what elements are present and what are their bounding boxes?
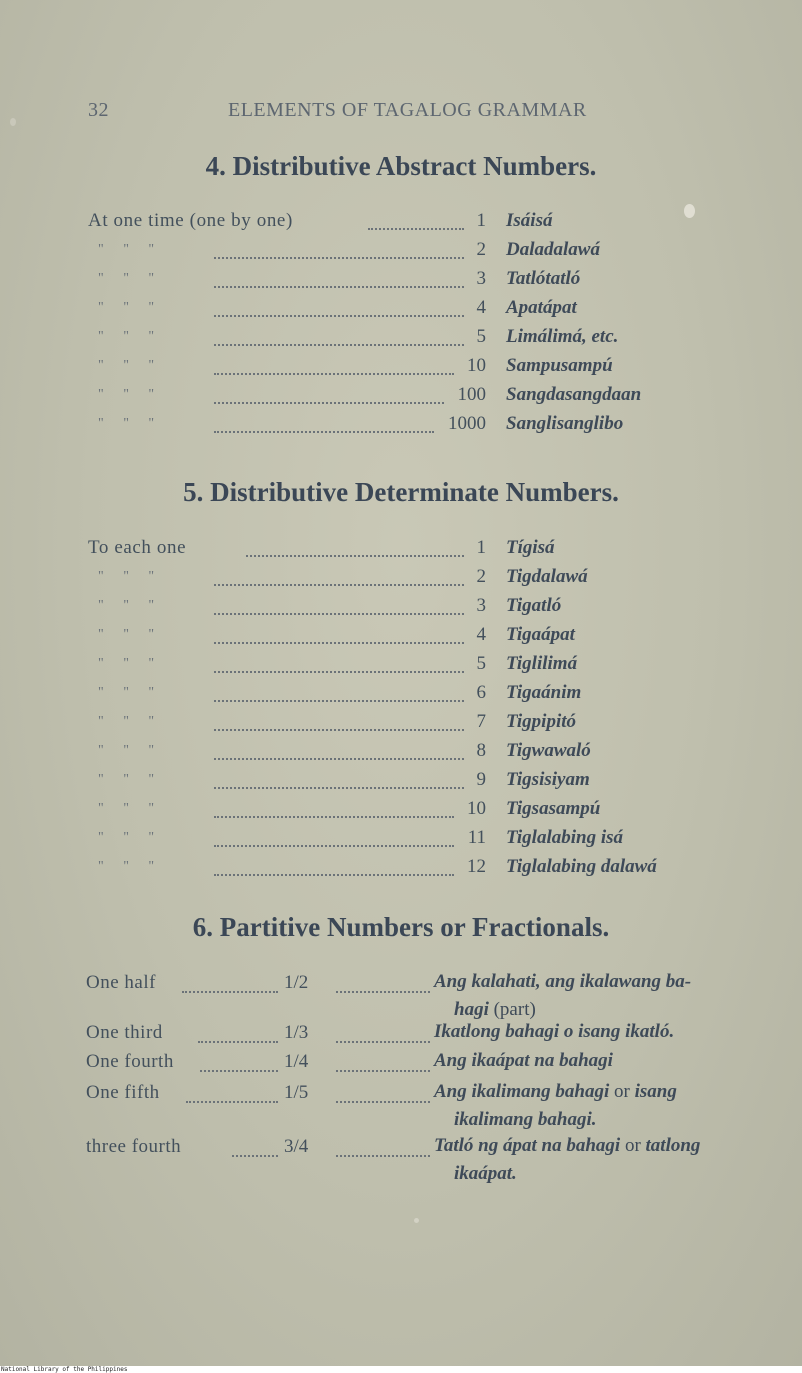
ditto-marks: " " ": [98, 627, 156, 642]
number-row: [0, 592, 802, 621]
dot-leader: [214, 353, 454, 375]
row-number: 6: [476, 682, 486, 703]
number-row: [0, 381, 802, 410]
fraction-value: 3/4: [284, 1136, 309, 1157]
tagalog-word: Tatlótatló: [506, 268, 581, 289]
tagalog-word: Tigatló: [506, 595, 562, 616]
section-heading-distributive-determinate: 5. Distributive Determinate Numbers.: [183, 477, 619, 507]
number-row: [0, 294, 802, 323]
row-number: 1: [476, 210, 486, 231]
dot-leader: [214, 796, 454, 818]
tagalog-phrase: Ang ikalimang bahagi: [434, 1081, 610, 1102]
fraction-tagalog: [434, 1047, 780, 1075]
row-label: To each one: [88, 537, 187, 558]
dot-leader: [214, 237, 464, 259]
dot-leader: [214, 266, 464, 288]
tagalog-phrase: tatlong: [645, 1135, 701, 1156]
fraction-tagalog: [434, 968, 780, 1024]
tagalog-word: Tigdalawá: [506, 566, 588, 587]
dot-leader: [214, 651, 464, 673]
row-number: 5: [476, 326, 486, 347]
row-number: 9: [476, 769, 486, 790]
fraction-label: One third: [86, 1022, 163, 1043]
dot-leader: [182, 972, 278, 993]
fraction-label: three fourth: [86, 1136, 182, 1157]
row-number: 100: [457, 384, 486, 405]
dot-leader: [198, 1022, 278, 1043]
number-row: [0, 265, 802, 294]
number-row: [0, 563, 802, 592]
number-row: [0, 410, 802, 439]
fraction-label: One fourth: [86, 1051, 174, 1072]
row-number: 7: [476, 711, 486, 732]
ditto-marks: " " ": [98, 859, 156, 874]
row-number: 10: [467, 798, 486, 819]
fraction-value: 1/3: [284, 1022, 309, 1043]
continued-line: [434, 1160, 780, 1188]
tagalog-word: Tigaápat: [506, 624, 575, 645]
ditto-marks: " " ": [98, 569, 156, 584]
continued-line: [434, 1106, 780, 1134]
ditto-marks: " " ": [98, 714, 156, 729]
tagalog-word: Limálimá, etc.: [506, 326, 619, 347]
number-row: [0, 236, 802, 265]
row-number: 5: [476, 653, 486, 674]
fraction-tagalog: [434, 1132, 780, 1188]
tagalog-word: Tigpipitó: [506, 711, 577, 732]
dot-leader: [336, 972, 430, 993]
number-row: [0, 795, 802, 824]
dot-leader: [214, 382, 444, 404]
section-heading-distributive-abstract: 4. Distributive Abstract Numbers.: [205, 151, 597, 181]
ditto-marks: " " ": [98, 598, 156, 613]
row-number: 12: [467, 856, 486, 877]
paper-speck: [10, 118, 16, 126]
tagalog-phrase: Ang ikaápat na bahagi: [434, 1050, 613, 1071]
tagalog-word: Tiglalabing dalawá: [506, 856, 657, 877]
row-number: 1: [476, 537, 486, 558]
tagalog-phrase: (part): [488, 999, 536, 1020]
fraction-value: 1/4: [284, 1051, 309, 1072]
row-number: 4: [476, 297, 486, 318]
number-row: [0, 853, 802, 882]
number-row: [0, 824, 802, 853]
ditto-marks: " " ": [98, 300, 156, 315]
dot-leader: [336, 1051, 430, 1072]
dot-leader: [214, 411, 434, 433]
section-heading-partitive: 6. Partitive Numbers or Fractionals.: [192, 912, 610, 942]
tagalog-phrase: ikalimang bahagi.: [454, 1109, 597, 1130]
tagalog-word: Sampusampú: [506, 355, 613, 376]
fraction-label: One fifth: [86, 1082, 160, 1103]
row-number: 3: [476, 595, 486, 616]
row-label: At one time (one by one): [88, 210, 293, 231]
row-number: 11: [467, 827, 486, 848]
number-row: [0, 323, 802, 352]
number-row: [0, 534, 802, 563]
dot-leader: [232, 1136, 278, 1157]
ditto-marks: " " ": [98, 801, 156, 816]
dot-leader: [214, 825, 454, 847]
ditto-marks: " " ": [98, 685, 156, 700]
ditto-marks: " " ": [98, 242, 156, 257]
ditto-marks: " " ": [98, 743, 156, 758]
tagalog-word: Daladalawá: [506, 239, 600, 260]
book-title: ELEMENTS OF TAGALOG GRAMMAR: [228, 99, 587, 121]
ditto-marks: " " ": [98, 772, 156, 787]
number-row: [0, 650, 802, 679]
page-number: 32: [88, 99, 109, 121]
tagalog-phrase: ikaápat.: [454, 1163, 517, 1184]
tagalog-phrase: Ikatlong bahagi o isang ikatló.: [434, 1021, 675, 1042]
dot-leader: [336, 1136, 430, 1157]
distributive-abstract-table: [0, 207, 802, 439]
ditto-marks: " " ": [98, 329, 156, 344]
tagalog-word: Tigaánim: [506, 682, 582, 703]
number-row: [0, 708, 802, 737]
dot-leader: [214, 295, 464, 317]
dot-leader: [200, 1051, 278, 1072]
dot-leader: [214, 767, 464, 789]
row-number: 10: [467, 355, 486, 376]
tagalog-phrase: or: [620, 1135, 646, 1156]
tagalog-word: Apatápat: [506, 297, 577, 318]
dot-leader: [246, 535, 464, 557]
paper-speck: [684, 204, 695, 218]
number-row: [0, 352, 802, 381]
paper-speck: [414, 1218, 419, 1223]
row-number: 4: [476, 624, 486, 645]
dot-leader: [214, 324, 464, 346]
fraction-value: 1/2: [284, 972, 309, 993]
dot-leader: [186, 1082, 278, 1103]
credit-strip: [0, 1366, 802, 1373]
dot-leader: [214, 564, 464, 586]
ditto-marks: " " ": [98, 656, 156, 671]
distributive-determinate-table: [0, 534, 802, 882]
tagalog-phrase: hagi: [454, 999, 489, 1020]
ditto-marks: " " ": [98, 271, 156, 286]
tagalog-phrase: or: [609, 1081, 635, 1102]
dot-leader: [214, 854, 454, 876]
dot-leader: [368, 208, 464, 230]
tagalog-word: Tiglalabing isá: [506, 827, 624, 848]
row-number: 3: [476, 268, 486, 289]
row-number: 2: [476, 239, 486, 260]
fraction-tagalog: [434, 1018, 780, 1046]
dot-leader: [214, 680, 464, 702]
tagalog-phrase: isang: [634, 1081, 677, 1102]
tagalog-word: Tiglilimá: [506, 653, 578, 674]
dot-leader: [336, 1082, 430, 1103]
dot-leader: [214, 593, 464, 615]
number-row: [0, 679, 802, 708]
number-row: [0, 766, 802, 795]
row-number: 8: [476, 740, 486, 761]
running-head: [0, 97, 802, 125]
row-number: 1000: [448, 413, 486, 434]
fraction-label: One half: [86, 972, 156, 993]
tagalog-phrase: Tatló ng ápat na bahagi: [434, 1135, 621, 1156]
tagalog-word: Tigsisiyam: [506, 769, 590, 790]
ditto-marks: " " ": [98, 416, 156, 431]
ditto-marks: " " ": [98, 358, 156, 373]
tagalog-word: Isáisá: [506, 210, 553, 231]
ditto-marks: " " ": [98, 830, 156, 845]
fraction-tagalog: [434, 1078, 780, 1134]
dot-leader: [214, 709, 464, 731]
dot-leader: [214, 738, 464, 760]
number-row: [0, 207, 802, 236]
number-row: [0, 621, 802, 650]
dot-leader: [336, 1022, 430, 1043]
row-number: 2: [476, 566, 486, 587]
tagalog-word: Sanglisanglibo: [506, 413, 624, 434]
fraction-value: 1/5: [284, 1082, 309, 1103]
dot-leader: [214, 622, 464, 644]
tagalog-word: Tigwawaló: [506, 740, 591, 761]
number-row: [0, 737, 802, 766]
ditto-marks: " " ": [98, 387, 156, 402]
library-credit: National Library of the Philippines: [1, 1366, 128, 1373]
tagalog-word: Tígisá: [506, 537, 555, 558]
tagalog-word: Tigsasampú: [506, 798, 601, 819]
tagalog-word: Sangdasangdaan: [506, 384, 642, 405]
tagalog-phrase: Ang kalahati, ang ikalawang ba-: [434, 971, 692, 992]
